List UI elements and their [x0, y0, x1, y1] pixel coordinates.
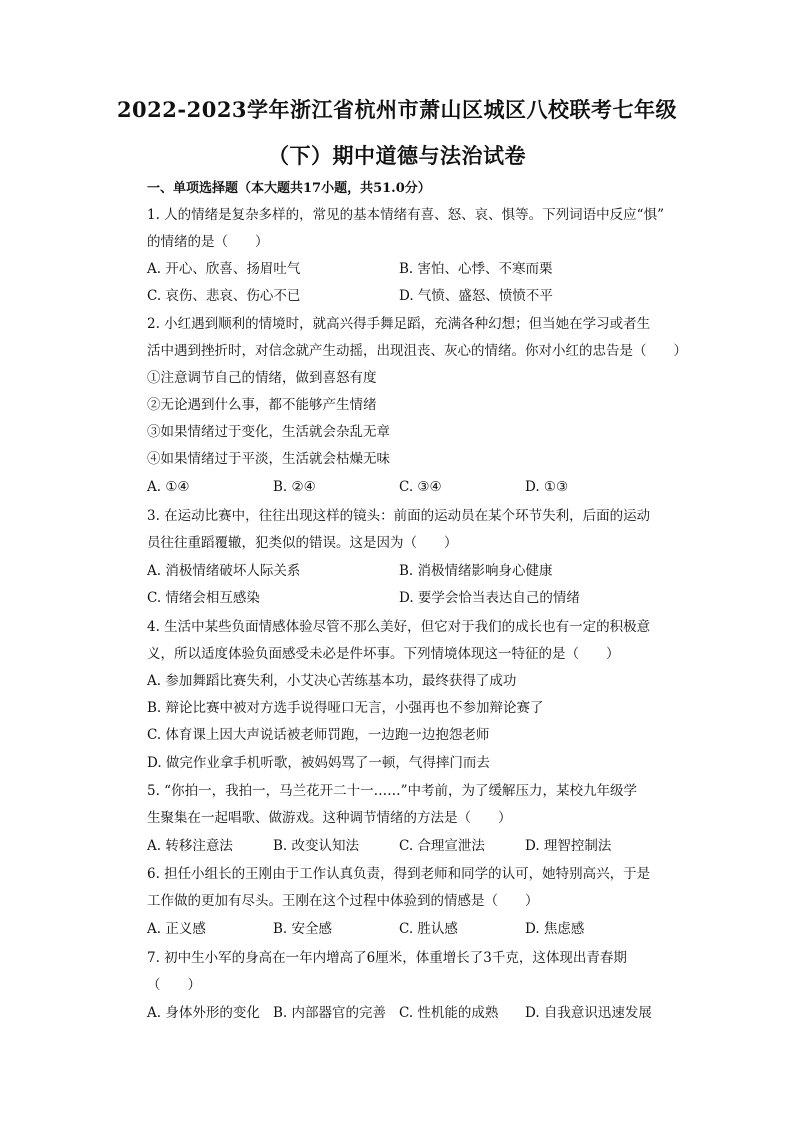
question-4-option-c: C. 体育课上因大声说话被老师罚跑，一边跑一边抱怨老师 — [147, 727, 490, 743]
question-2-option-b: B. ②④ — [273, 479, 316, 495]
question-2-stem-line-2: 活中遇到挫折时，对信念就产生动摇，出现沮丧、灰心的情绪。你对小红的忠告是（ ） — [147, 343, 687, 359]
question-5-option-a: A. 转移注意法 — [147, 838, 233, 854]
question-3-option-b: B. 消极情绪影响身心健康 — [399, 563, 553, 579]
question-7-stem-line-2: （ ） — [147, 977, 201, 993]
question-2-statement-4: ④如果情绪过于平淡，生活就会枯燥无味 — [147, 451, 390, 467]
question-3-option-d: D. 要学会恰当表达自己的情绪 — [399, 590, 580, 606]
question-6-stem-line-2: 工作做的更加有尽头。王刚在这个过程中体验到的情感是（ ） — [147, 893, 539, 909]
question-5-option-b: B. 改变认知法 — [273, 838, 360, 854]
question-1-option-a: A. 开心、欣喜、扬眉吐气 — [147, 261, 301, 277]
question-2-stem-line-1: 2. 小红遇到顺利的情境时，就高兴得手舞足蹈，充满各种幻想；但当她在学习或者生 — [147, 316, 651, 332]
question-5-option-d: D. 理智控制法 — [525, 838, 612, 854]
question-1-stem-line-1: 1. 人的情绪是复杂多样的，常见的基本情绪有喜、怒、哀、惧等。下列词语中反应“惧” — [147, 207, 664, 223]
question-1-option-d: D. 气愤、盛怒、愤愤不平 — [399, 288, 553, 304]
question-5-stem-line-2: 生聚集在一起唱歌、做游戏。这种调节情绪的方法是（ ） — [147, 810, 512, 826]
question-1-option-c: C. 哀伤、悲哀、伤心不已 — [147, 288, 301, 304]
section-heading: 一、单项选择题（本大题共17小题，共51.0分） — [147, 181, 431, 196]
question-4-option-a: A. 参加舞蹈比赛失利，小艾决心苦练基本功，最终获得了成功 — [147, 673, 517, 689]
question-7-option-d: D. 自我意识迅速发展 — [525, 1005, 652, 1021]
question-4-stem-line-2: 义，所以适度体验负面感受未必是件坏事。下列情境体现这一特征的是（ ） — [147, 646, 620, 662]
question-6-option-b: B. 安全感 — [273, 921, 333, 937]
question-3-option-a: A. 消极情绪破坏人际关系 — [147, 563, 301, 579]
question-1-stem-line-2: 的情绪的是（ ） — [147, 234, 269, 250]
question-4-stem-line-1: 4. 生活中某些负面情感体验尽管不那么美好，但它对于我们的成长也有一定的积极意 — [147, 619, 651, 635]
exam-title-line-2: （下）期中道德与法治试卷 — [268, 143, 526, 168]
question-5-option-c: C. 合理宣泄法 — [399, 838, 485, 854]
question-3-stem-line-2: 员往往重蹈覆辙，犯类似的错误。这是因为（ ） — [147, 535, 458, 551]
question-2-option-a: A. ①④ — [147, 479, 190, 495]
question-6-option-a: A. 正义感 — [147, 921, 206, 937]
question-6-option-c: C. 胜认感 — [399, 921, 458, 937]
question-2-statement-1: ①注意调节自己的情绪，做到喜怒有度 — [147, 370, 377, 386]
question-7-option-a: A. 身体外形的变化 — [147, 1005, 260, 1021]
question-4-option-d: D. 做完作业拿手机听歌，被妈妈骂了一顿，气得摔门而去 — [147, 755, 490, 771]
question-2-option-d: D. ①③ — [525, 479, 569, 495]
question-2-statement-2: ②无论遇到什么事，都不能够产生情绪 — [147, 397, 377, 413]
question-7-stem-line-1: 7. 初中生小军的身高在一年内增高了6厘米，体重增长了3千克，这体现出青春期 — [147, 950, 627, 966]
question-4-option-b: B. 辩论比赛中被对方选手说得哑口无言，小强再也不参加辩论赛了 — [147, 700, 544, 716]
question-1-option-b: B. 害怕、心悸、不寒而栗 — [399, 261, 553, 277]
question-3-option-c: C. 情绪会相互感染 — [147, 590, 260, 606]
question-6-option-d: D. 焦虑感 — [525, 921, 585, 937]
question-3-stem-line-1: 3. 在运动比赛中，往往出现这样的镜头：前面的运动员在某个环节失利，后面的运动 — [147, 508, 651, 524]
question-2-option-c: C. ③④ — [399, 479, 442, 495]
question-7-option-c: C. 性机能的成熟 — [399, 1005, 499, 1021]
question-6-stem-line-1: 6. 担任小组长的王刚由于工作认真负责，得到老师和同学的认可，她特别高兴，于是 — [147, 866, 651, 882]
exam-title-line-1: 2022-2023学年浙江省杭州市萧山区城区八校联考七年级 — [116, 97, 678, 122]
question-5-stem-line-1: 5. “你拍一，我拍一，马兰花开二十一……”中考前，为了缓解压力，某校九年级学 — [147, 783, 637, 799]
question-2-statement-3: ③如果情绪过于变化，生活就会杂乱无章 — [147, 424, 390, 440]
question-7-option-b: B. 内部器官的完善 — [273, 1005, 387, 1021]
